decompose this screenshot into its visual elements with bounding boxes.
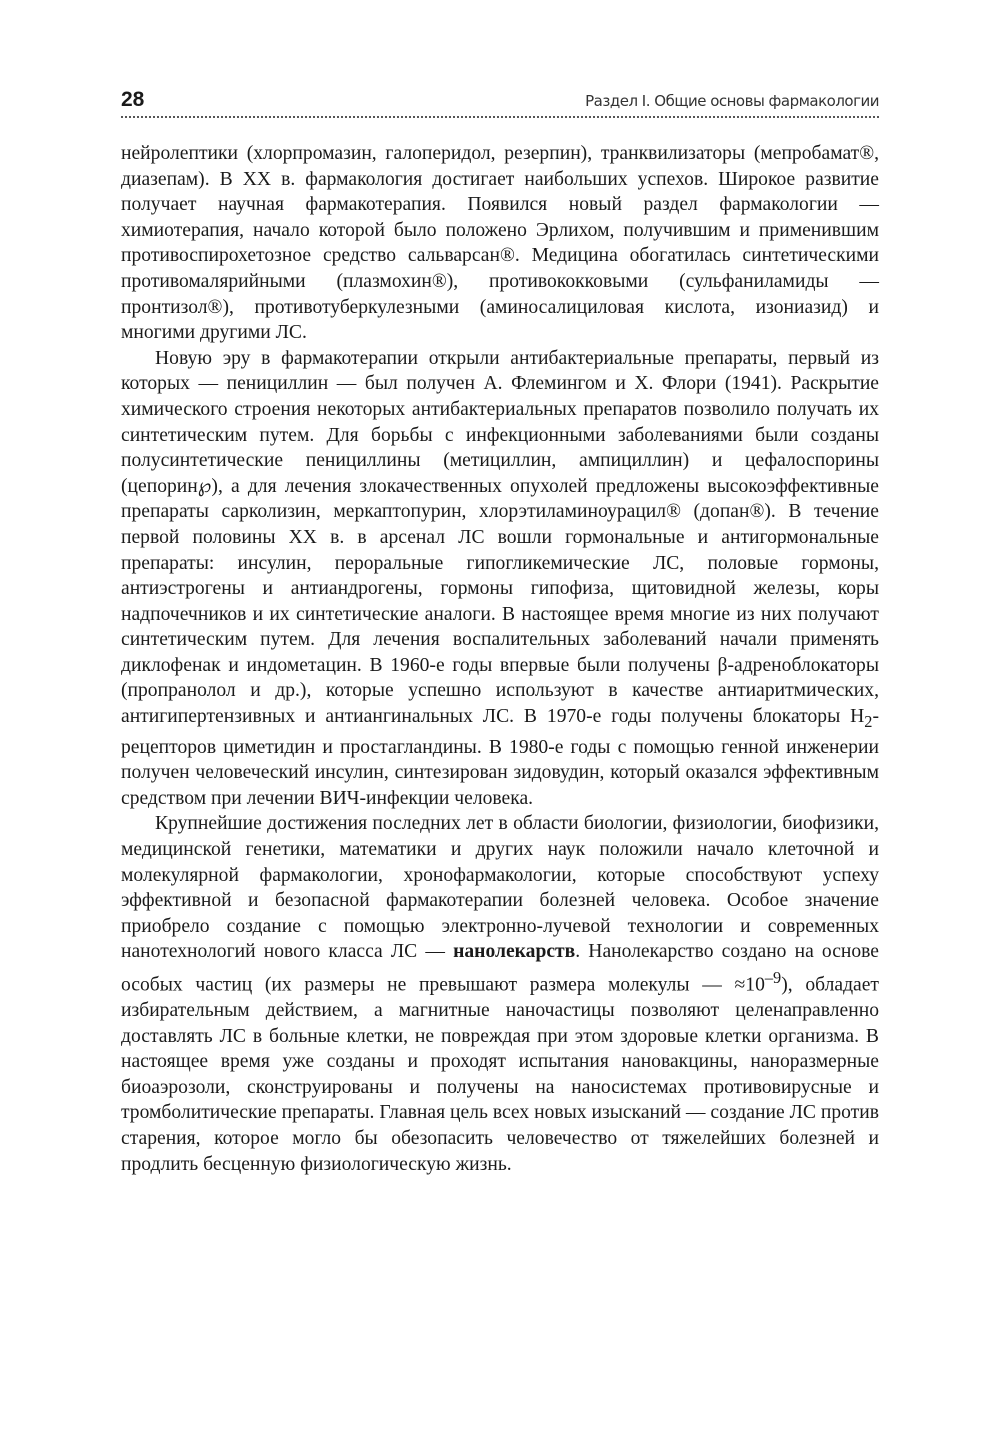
header-dotted-rule xyxy=(121,116,879,118)
paragraph-3 xyxy=(121,811,879,1177)
paragraph-2 xyxy=(121,346,879,812)
superscript-exponent: –9 xyxy=(764,967,782,987)
body-text xyxy=(121,141,879,1177)
subscript-2: 2 xyxy=(864,711,873,731)
paragraph-3-text-b: . Нанолекарство создано на основе особых частиц (их размеры не превышают размера молекулы — ≈10 xyxy=(121,941,880,996)
term-nanodrugs: нанолекарств xyxy=(453,941,576,963)
paragraph-3-text-c: ), обладает избирательным действием, а магнитные наночастицы позволяют целенаправленно доставлять ЛС в больные клетки, не повреждая при этом здоровые клетки организма. В настоящее время уже созданы и проходят испытания нановакцины, наноразмерные биоаэрозоли, сконструированы и получены на наносистемах противовирусные и тромболитические препараты. Главная цель всех новых изысканий — создание ЛС против старения, которое могло бы обезопасить человечество от тяжелейших болезней и продлить бесценную физиологическую жизнь. xyxy=(121,974,879,1175)
paragraph-3-text-a: Крупнейшие достижения последних лет в области биологии, физиологии, биофизики, медицинской генетики, математики и других наук положили начало клеточной и молекулярной фармакологии, хронофармакологии, которые способствуют успеху эффективной и безопасной фармакотерапии болезней человека. Особое значение приобрело создание с помощью электронно-лучевой технологии и современных нанотехнологий нового класса ЛС — xyxy=(121,813,879,963)
paragraph-2-text-a: Новую эру в фармакотерапии открыли антибактериальные препараты, первый из которых — пенициллин — был получен А. Флемингом и Х. Флори (1941). Раскрытие химического строения некоторых антибактериальных препаратов позволило получать их синтетическим путем. Для борьбы с инфекционными заболеваниями были созданы полусинтетические пенициллины (метициллин, ампициллин) и цефалоспорины (цепорин℘), а для лечения злокачественных опухолей предложены высокоэффективные препараты сарколизин, меркаптопурин, хлорэтиламиноурацил® (допан®). В течение первой половины XX в. в арсенал ЛС вошли гормональные и антигормональные препараты: инсулин, пероральные гипогликемические ЛС, половые гормоны, антиэстрогены и антиандрогены, гормоны гипофиза, щитовидной железы, коры надпочечников и их синтетические аналоги. В настоящее время многие из них получают синтетическим путем. Для лечения воспалительных заболеваний начали применять диклофенак и индометацин. В 1960-е годы впервые были получены β-адреноблокаторы (пропранолол и др.), которые успешно используют в качестве антиаритмических, антигипертензивных и антиангинальных ЛС. В 1970-е годы получены блокаторы Н xyxy=(121,347,879,728)
paragraph-2-text-b: -рецепторов циметидин и простагландины. В 1980-е годы с помощью генной инженерии получен человеческий инсулин, синтезирован зидовудин, который оказался эффективным средством при лечении ВИЧ-инфекции человека. xyxy=(121,706,879,809)
paragraph-1-text: нейролептики (хлорпромазин, галоперидол, резерпин), транквилизаторы (мепробамат®, диазепам). В XX в. фармакология достигает наибольших успехов. Широкое развитие получает научная фармакотерапия. Появился новый раздел фармакологии — химиотерапия, начало которой было положено Эрлихом, получившим и применившим противоспирохетозное средство сальварсан®. Медицина обогатилась синтетическими противомалярийными (плазмохин®), противококковыми (сульфаниламиды — пронтизол®), противотуберкулезными (аминосалициловая кислота, изониазид) и многими другими ЛС. xyxy=(121,143,879,344)
paragraph-1 xyxy=(121,141,879,346)
page-header xyxy=(121,84,879,124)
running-head: Раздел I. Общие основы фармакологии xyxy=(585,92,879,110)
page-number: 28 xyxy=(121,88,145,111)
